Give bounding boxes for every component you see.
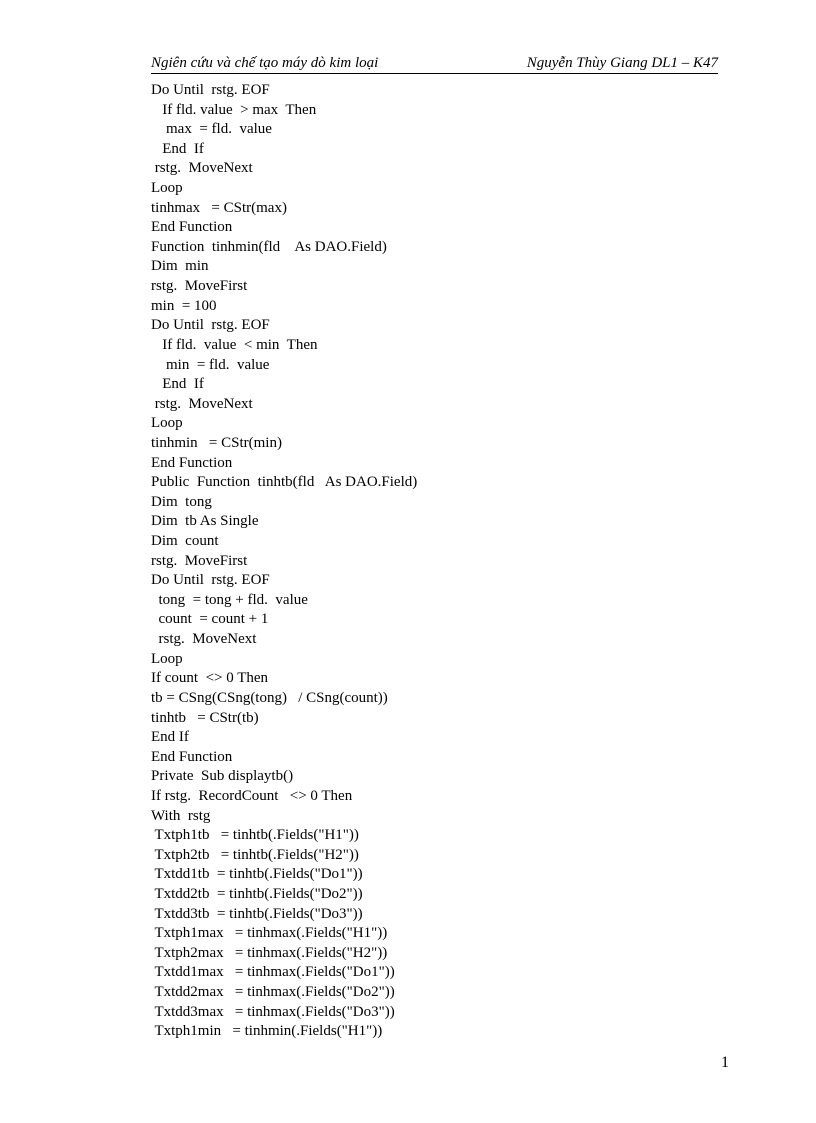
- code-line: Txtdd2tb = tinhtb(.Fields("Do2")): [151, 885, 363, 902]
- code-line: End Function: [151, 219, 233, 236]
- code-line: tb = CSng(CSng(tong) / CSng(count)): [151, 689, 388, 706]
- code-line: min = fld. value: [151, 356, 270, 373]
- code-line: Public Function tinhtb(fld As DAO.Field): [151, 474, 418, 491]
- code-line: End Function: [151, 748, 233, 765]
- code-line: End Function: [151, 454, 233, 471]
- code-listing: [151, 81, 711, 1042]
- code-line: Txtdd1max = tinhmax(.Fields("Do1")): [151, 964, 395, 981]
- code-line: max = fld. value: [151, 121, 272, 138]
- code-line: count = count + 1: [151, 611, 269, 628]
- code-line: End If: [151, 140, 204, 157]
- code-line: Loop: [151, 650, 183, 667]
- code-line: If fld. value > max Then: [151, 101, 317, 118]
- code-line: tinhmin = CStr(min): [151, 434, 282, 451]
- code-line: tinhmax = CStr(max): [151, 199, 287, 216]
- code-line: Private Sub displaytb(): [151, 768, 294, 785]
- code-line: If rstg. RecordCount <> 0 Then: [151, 787, 353, 804]
- code-line: Do Until rstg. EOF: [151, 82, 270, 98]
- code-line: End If: [151, 376, 204, 393]
- code-line: Txtdd3max = tinhmax(.Fields("Do3")): [151, 1003, 395, 1020]
- code-line: Txtdd3tb = tinhtb(.Fields("Do3")): [151, 905, 363, 922]
- code-line: Loop: [151, 180, 183, 197]
- code-line: Txtdd1tb = tinhtb(.Fields("Do1")): [151, 866, 363, 883]
- code-line: With rstg: [151, 807, 211, 824]
- code-line: tinhtb = CStr(tb): [151, 709, 259, 726]
- page-number: 1: [721, 1054, 729, 1071]
- code-line: Dim tb As Single: [151, 513, 259, 530]
- code-line: Dim tong: [151, 493, 212, 510]
- code-line: rstg. MoveNext: [151, 395, 253, 412]
- code-line: End If: [151, 729, 189, 746]
- code-line: Dim min: [151, 258, 209, 275]
- code-line: rstg. MoveFirst: [151, 278, 248, 295]
- header-title: Ngiên cứu và chế tạo máy dò kim loại: [151, 55, 379, 71]
- code-line: rstg. MoveNext: [151, 631, 257, 648]
- code-line: Txtdd2max = tinhmax(.Fields("Do2")): [151, 984, 395, 1001]
- code-line: Loop: [151, 415, 183, 432]
- code-line: Do Until rstg. EOF: [151, 317, 270, 334]
- code-line: Txtph1tb = tinhtb(.Fields("H1")): [151, 827, 359, 844]
- code-line: If fld. value < min Then: [151, 336, 318, 353]
- code-line: Txtph1max = tinhmax(.Fields("H1")): [151, 925, 388, 942]
- code-line: tong = tong + fld. value: [151, 591, 308, 608]
- code-line: Txtph2tb = tinhtb(.Fields("H2")): [151, 846, 359, 863]
- code-line: If count <> 0 Then: [151, 670, 269, 687]
- header-author: Nguyễn Thùy Giang DL1 – K47: [526, 55, 718, 71]
- code-line: Dim count: [151, 533, 219, 550]
- code-line: Function tinhmin(fld As DAO.Field): [151, 238, 387, 255]
- code-line: Do Until rstg. EOF: [151, 572, 270, 589]
- code-line: Txtph2max = tinhmax(.Fields("H2")): [151, 944, 388, 961]
- code-line: min = 100: [151, 297, 217, 314]
- code-line: rstg. MoveNext: [151, 160, 253, 177]
- code-line: rstg. MoveFirst: [151, 552, 248, 569]
- code-line: Txtph1min = tinhmin(.Fields("H1")): [151, 1023, 383, 1040]
- page-header: [151, 53, 718, 74]
